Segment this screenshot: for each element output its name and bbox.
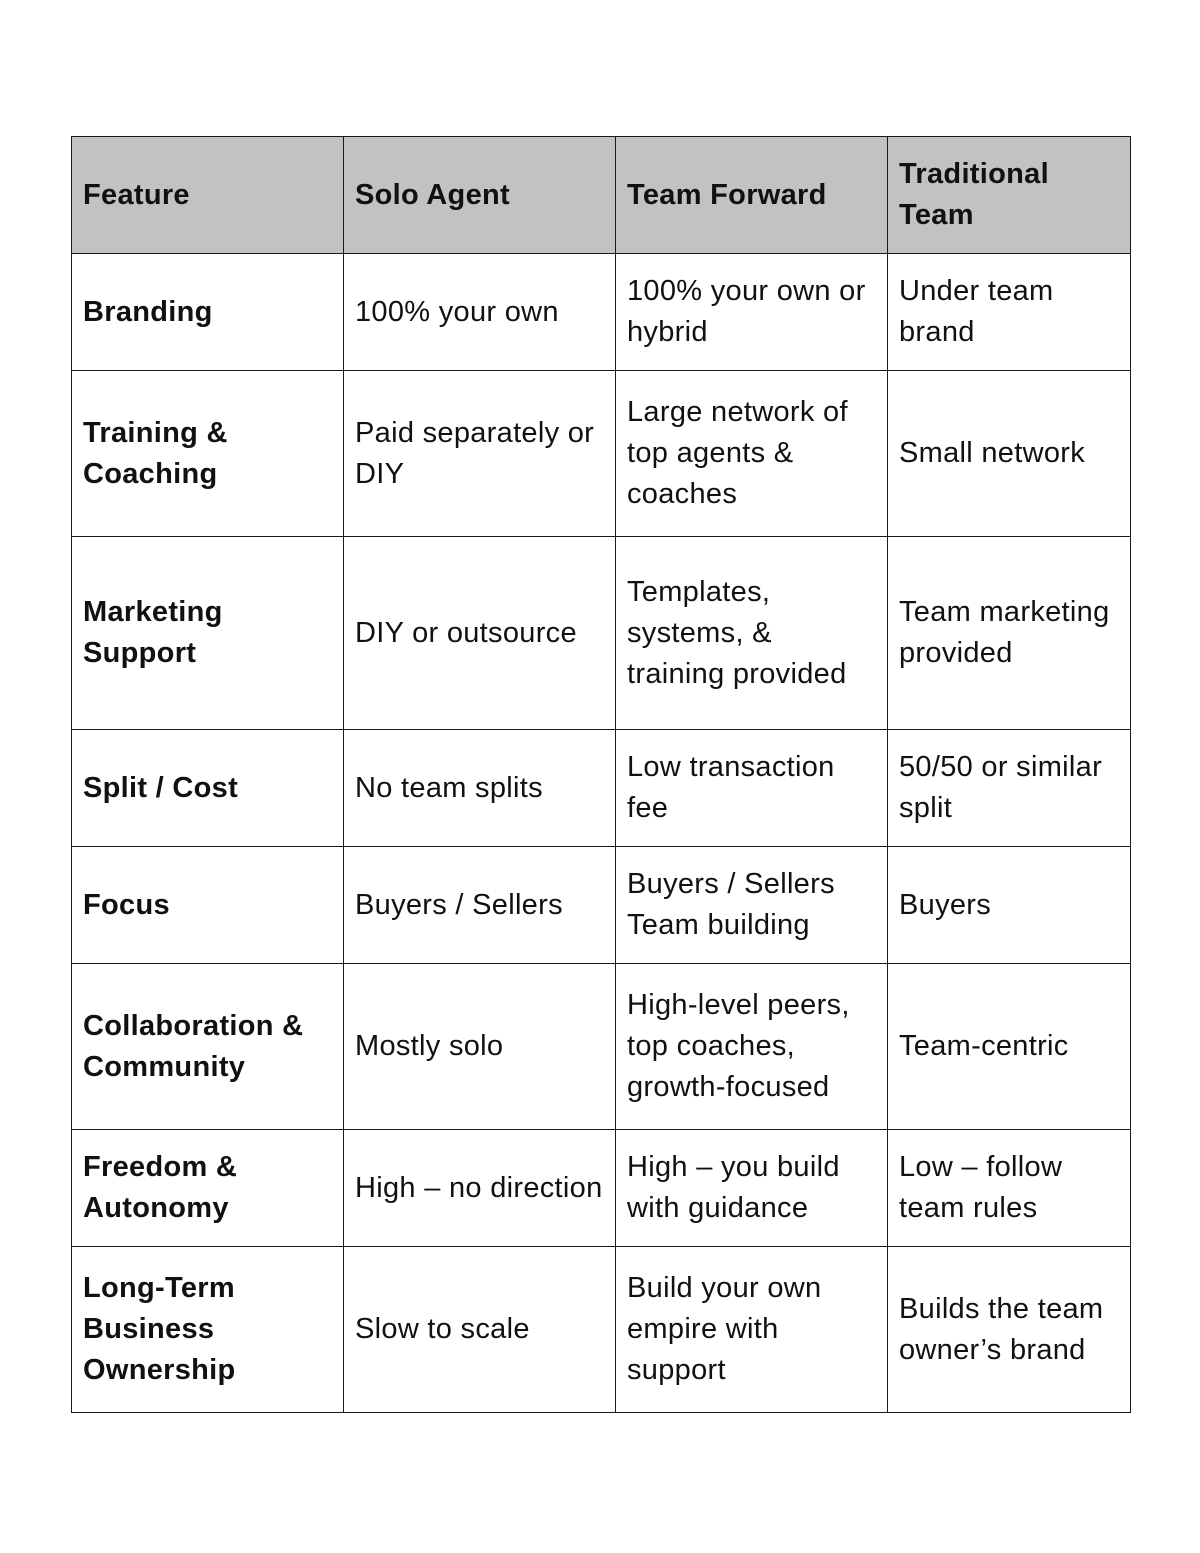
team-forward-cell: High – you build with guidance (616, 1130, 888, 1247)
solo-agent-cell: No team splits (344, 730, 616, 847)
feature-cell: Focus (72, 847, 344, 964)
team-forward-cell: Large network of top agents & coaches (616, 371, 888, 537)
solo-agent-cell: Slow to scale (344, 1247, 616, 1413)
header-feature: Feature (72, 137, 344, 254)
solo-agent-cell: Buyers / Sellers (344, 847, 616, 964)
comparison-table (71, 136, 1131, 1413)
solo-agent-cell: Mostly solo (344, 964, 616, 1130)
team-forward-cell: 100% your own or hybrid (616, 254, 888, 371)
header-traditional-team: Traditional Team (888, 137, 1131, 254)
table-row (72, 847, 1131, 964)
feature-cell: Branding (72, 254, 344, 371)
solo-agent-cell: 100% your own (344, 254, 616, 371)
traditional-team-cell: Builds the team owner’s brand (888, 1247, 1131, 1413)
team-forward-cell: Templates, systems, & training provided (616, 537, 888, 730)
traditional-team-cell: Under team brand (888, 254, 1131, 371)
solo-agent-cell: DIY or outsource (344, 537, 616, 730)
traditional-team-cell: Low – follow team rules (888, 1130, 1131, 1247)
feature-cell: Freedom & Autonomy (72, 1130, 344, 1247)
solo-agent-cell: Paid separately or DIY (344, 371, 616, 537)
traditional-team-cell: Team marketing provided (888, 537, 1131, 730)
table-row (72, 1130, 1131, 1247)
feature-cell: Collaboration & Community (72, 964, 344, 1130)
header-team-forward: Team Forward (616, 137, 888, 254)
feature-cell: Long-Term Business Ownership (72, 1247, 344, 1413)
feature-cell: Split / Cost (72, 730, 344, 847)
traditional-team-cell: Small network (888, 371, 1131, 537)
feature-cell: Marketing Support (72, 537, 344, 730)
team-forward-cell: High-level peers, top coaches, growth-focused (616, 964, 888, 1130)
feature-cell: Training & Coaching (72, 371, 344, 537)
team-forward-cell: Buyers / Sellers Team building (616, 847, 888, 964)
team-forward-cell: Build your own empire with support (616, 1247, 888, 1413)
table-row (72, 254, 1131, 371)
traditional-team-cell: Team-centric (888, 964, 1131, 1130)
table-row (72, 537, 1131, 730)
table-header-row (72, 137, 1131, 254)
table-row (72, 730, 1131, 847)
table-row (72, 964, 1131, 1130)
traditional-team-cell: Buyers (888, 847, 1131, 964)
solo-agent-cell: High – no direction (344, 1130, 616, 1247)
header-solo-agent: Solo Agent (344, 137, 616, 254)
team-forward-cell: Low transaction fee (616, 730, 888, 847)
table-row (72, 371, 1131, 537)
traditional-team-cell: 50/50 or similar split (888, 730, 1131, 847)
table-row (72, 1247, 1131, 1413)
